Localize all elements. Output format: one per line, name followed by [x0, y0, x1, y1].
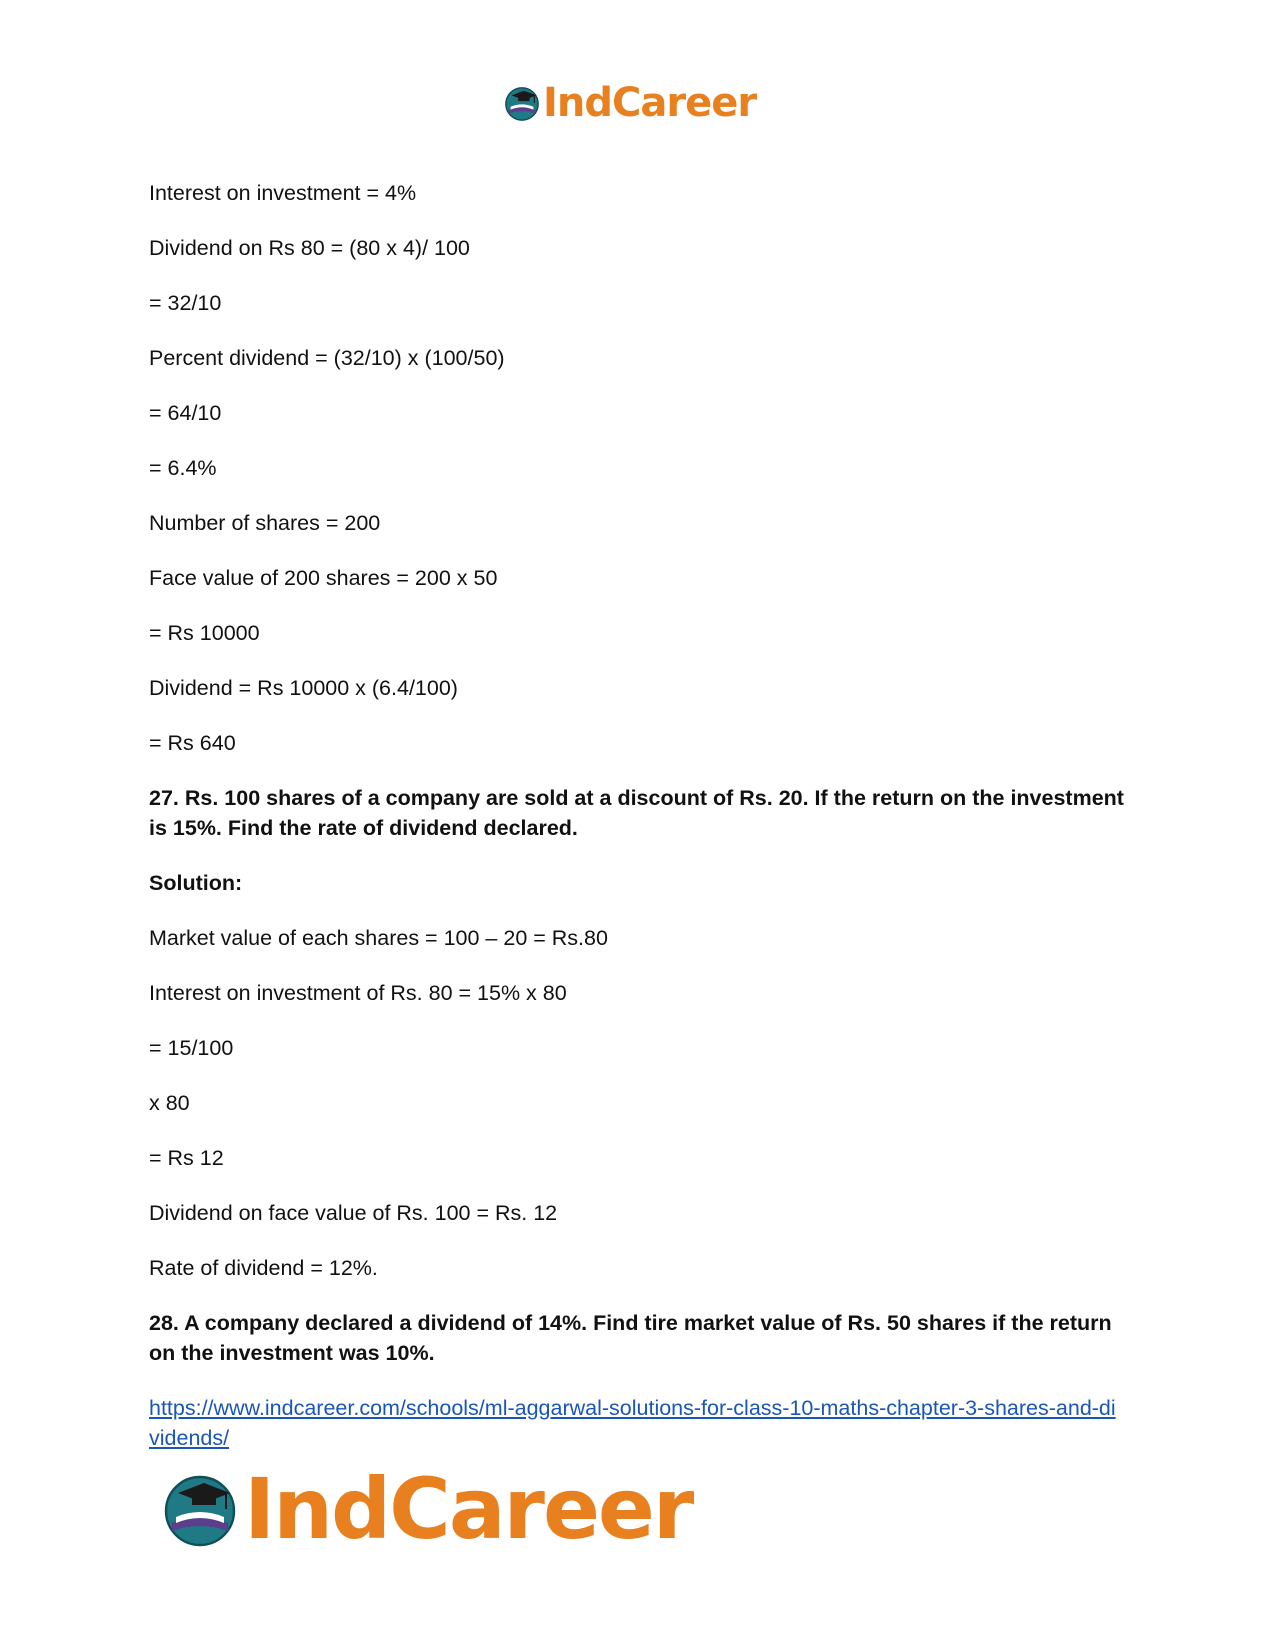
text-line: = 64/10	[149, 401, 222, 425]
solution-line: = 15/100	[149, 1036, 234, 1060]
text-line: Face value of 200 shares = 200 x 50	[149, 566, 498, 590]
text-line: Number of shares = 200	[149, 511, 381, 535]
text-line: = 6.4%	[149, 456, 217, 480]
solution-line: Rate of dividend = 12%.	[149, 1256, 378, 1280]
source-link[interactable]: https://www.indcareer.com/schools/ml-aggarwal-solutions-for-class-10-maths-chapter-3-shares-and-dividends/	[149, 1396, 1116, 1450]
solution-line: = Rs 12	[149, 1146, 224, 1170]
solution-line: Interest on investment of Rs. 80 = 15% x 80	[149, 981, 567, 1005]
solution-line: Market value of each shares = 100 – 20 = Rs.80	[149, 926, 608, 950]
graduation-globe-book-icon	[160, 1469, 240, 1549]
text-line: Dividend on Rs 80 = (80 x 4)/ 100	[149, 236, 470, 260]
text-line: Interest on investment = 4%	[149, 181, 417, 205]
footer-logo	[160, 1460, 692, 1558]
text-line: = Rs 640	[149, 731, 236, 755]
text-line: = 32/10	[149, 291, 222, 315]
text-line: Percent dividend = (32/10) x (100/50)	[149, 346, 505, 370]
logo-wordmark: IndCareer	[244, 1460, 693, 1558]
solution-line: x 80	[149, 1091, 190, 1115]
solution-label: Solution:	[149, 871, 243, 895]
question-28: 28. A company declared a dividend of 14%. Find tire market value of Rs. 50 shares if the return on the investment was 10%.	[149, 1311, 1112, 1365]
question-27: 27. Rs. 100 shares of a company are sold at a discount of Rs. 20. If the return on the investment is 15%. Find the rate of dividend declared.	[149, 786, 1124, 840]
graduation-globe-book-icon	[503, 84, 541, 122]
text-line: Dividend = Rs 10000 x (6.4/100)	[149, 676, 458, 700]
page-content	[149, 178, 1129, 1453]
header-logo	[503, 80, 756, 126]
solution-line: Dividend on face value of Rs. 100 = Rs. 12	[149, 1201, 558, 1225]
text-line: = Rs 10000	[149, 621, 260, 645]
logo-wordmark: IndCareer	[543, 80, 757, 126]
